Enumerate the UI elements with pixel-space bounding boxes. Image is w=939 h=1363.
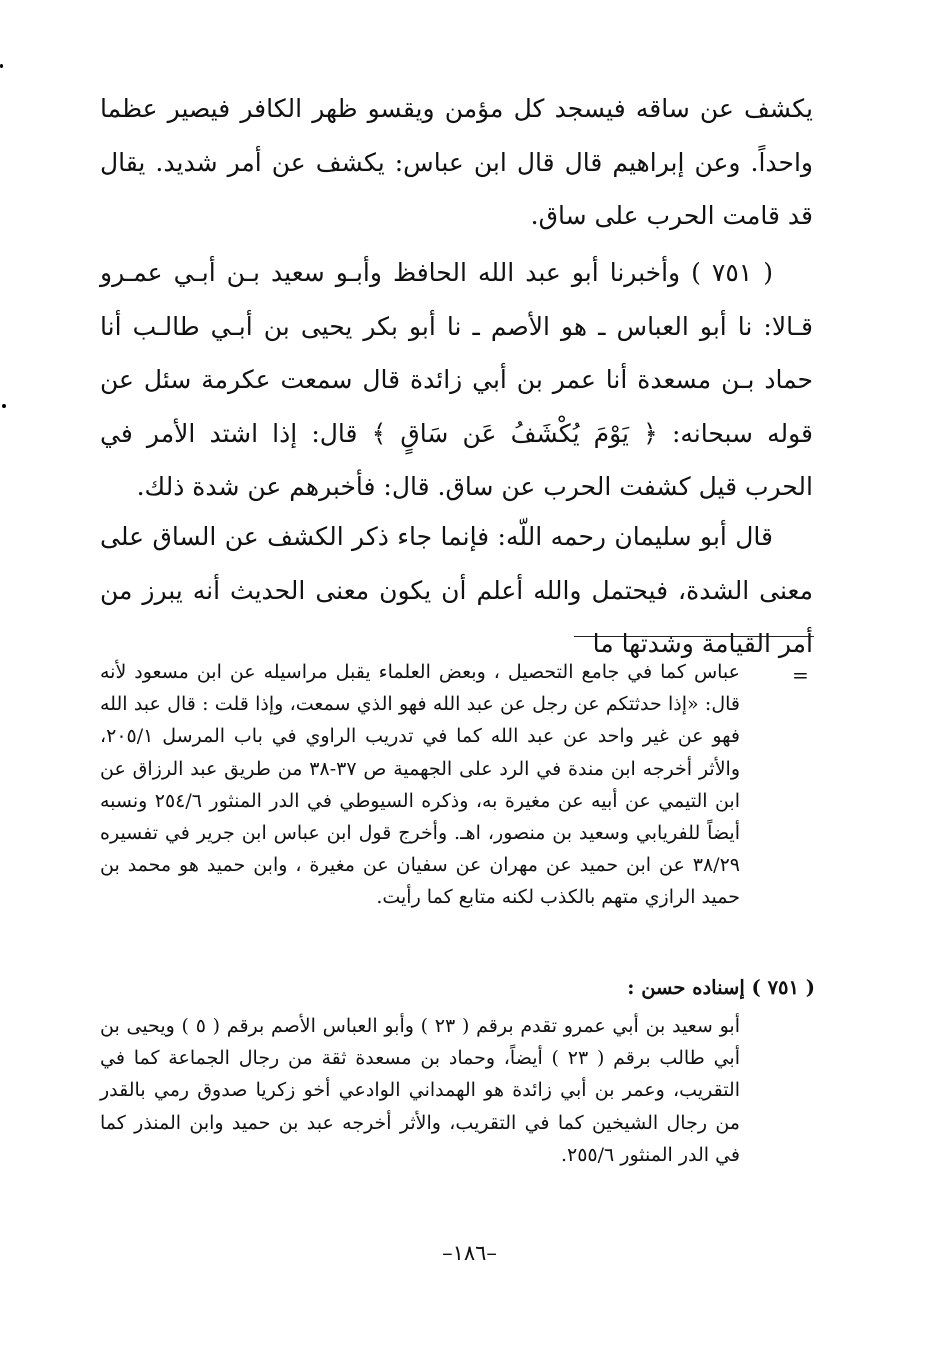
main-paragraph-hadith-751: ( ٧٥١ ) وأخبرنا أبو عبد الله الحافظ وأبـو سعيد بـن أبـي عمـرو قـالا: نا أبو العباس ـ هو الأصم ـ نا أبو بكر يحيى بن أبـي طالـب أنا حماد بـن مسعدة أنا عمر بن أبي زائدة قال سمعت عكرمة سئل عن قوله سبحانه: ﴿ يَوْمَ يُكْشَفُ عَن سَاقٍ ﴾ قال: إذا اشتد الأمر في الحرب قيل كشفت الحرب عن ساق. قال: فأخبرهم عن شدة ذلك. [100,258,813,501]
page-number: –١٨٦– [442,1241,497,1265]
scan-speck [0,64,3,68]
main-paragraph-1: يكشف عن ساقه فيسجد كل مؤمن ويقسو ظهر الكافر فيصير عظما واحداً. وعن إبراهيم قال قال ابن عباس: يكشف عن أمر شديد. يقال قد قامت الحرب على ساق. [100,94,813,230]
footnote-separator [574,636,814,637]
footnote-751-body: أبو سعيد بن أبي عمرو تقدم برقم ( ٢٣ ) وأبو العباس الأصم برقم ( ٥ ) ويحيى بن أبي طالب برقم ( ٢٣ ) أيضاً، وحماد بن مسعدة ثقة من رجال الجماعة كما في التقريب، وعمر بن أبي زائدة هو الهمداني الوادعي أخو زكريا صدوق رمي بالقدر من رجال الشيخين كما في التقريب، والأثر أخرجه عبد بن حميد وابن المنذر كما في الدر المنثور ٢٥٥/٦. [100,1015,740,1166]
scan-speck [2,404,6,408]
footnote-continuation: عباس كما في جامع التحصيل ، وبعض العلماء يقبل مراسيله عن ابن مسعود لأنه قال: «إذا حدثتكم عن رجل عن عبد الله فهو الذي سمعت، وإذا قلت : قال عبد الله فهو عن غير واحد عن عبد الله كما في تدريب الراوي في باب المرسل ٢٠٥/١، والأثر أخرجه ابن مندة في الرد على الجهمية ص ٣٧-٣٨ من طريق عبد الرزاق عن ابن التيمي عن أبيه عن مغيرة به، وذكره السيوطي في الدر المنثور ٢٥٤/٦ ونسبه أيضاً للفريابي وسعيد بن منصور، اهـ. وأخرج قول ابن عباس ابن جرير في تفسيره ٣٨/٢٩ عن ابن حميد عن مهران عن سفيان عن مغيرة ، وابن حميد هو محمد بن حميد الرازي متهم بالكذب لكنه متابع كما رأيت. [100,661,741,909]
main-paragraph-3: قال أبو سليمان رحمه اللّه: فإنما جاء ذكر الكشف عن الساق على معنى الشدة، فيحتمل والله أعلم أن يكون معنى الحديث أنه يبرز من أمر القيامة وشدتها ما [100,522,813,658]
footnote-continuation-marker: = [792,663,809,687]
footnote-751-heading: ( ٧٥١ ) إسناده حسن : [627,976,815,999]
